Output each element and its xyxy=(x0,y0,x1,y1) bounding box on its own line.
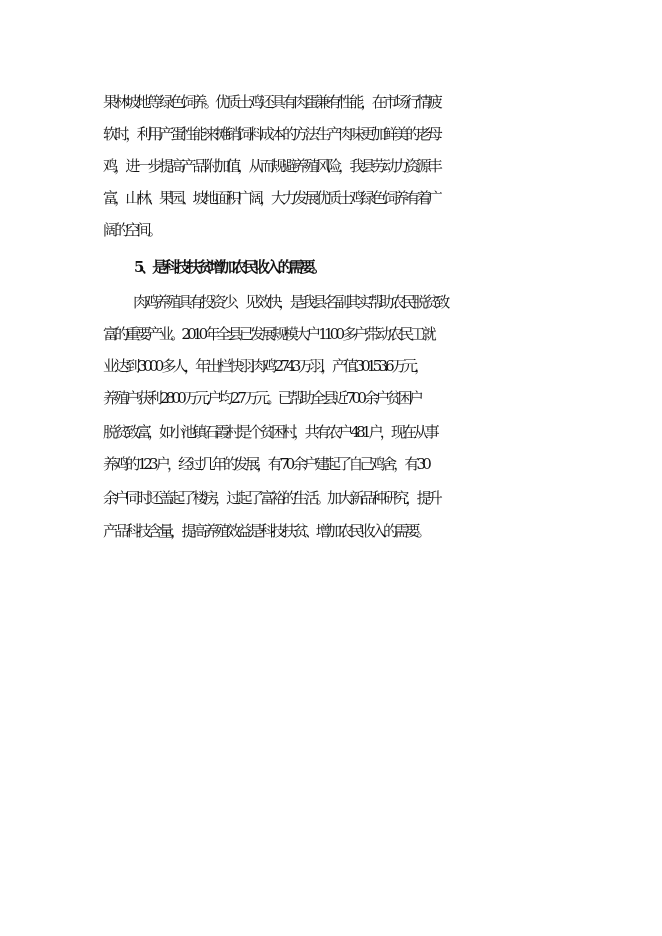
paragraph-1-line-3: 鸡，进一步提高产品附加值，从而规避养殖风险，我县劳动力资源丰 xyxy=(103,157,440,175)
paragraph-2-line-1: 肉鸡养殖具有投资少、见效快，是我县名副其实帮助农民脱贫致 xyxy=(133,293,447,311)
paragraph-2-line-6: 养鸡的 123 户，经过几年的发展，有 70 余户建起了自己鸡舍，有 30 xyxy=(103,455,429,473)
paragraph-1-line-1: 果林坡地等绿色饲养。优质土鸡还具有肉蛋兼有性能，在市场行情疲 xyxy=(103,93,440,111)
paragraph-2-line-7: 余户同时还盖起了楼房，过起了富裕的生活。加大新品种研究，提升 xyxy=(103,489,440,507)
paragraph-2-line-5: 脱贫致富，如小池镇石霞村是个贫困村，共有农户 481 户，现在从事 xyxy=(103,423,436,441)
paragraph-2-line-8: 产品科技含量，提高养殖效益是科技扶贫、增加农民收入的需要。 xyxy=(103,522,428,540)
paragraph-1-line-5: 阔的空间。 xyxy=(103,221,160,239)
paragraph-2-line-4: 养殖户获利 2800 万元,户均 2.7 万元。已帮助全县近 700 余户贫困户 xyxy=(103,389,421,407)
section-heading: 5、是科技扶贫增加农民收入的需要。 xyxy=(134,258,324,276)
paragraph-1-line-2: 软时，利用产蛋性能来摊销饲料成本的方法生产肉味更加鲜美的老母 xyxy=(103,125,440,143)
paragraph-2-line-3: 业达到 3000 多人，年出栏快羽肉鸡 2743 万羽，产值 30153.6 万元， xyxy=(103,357,426,375)
paragraph-1-line-4: 富，山林、果园、坡地面积广阔，大力发展优质土鸡绿色饲养有着广 xyxy=(103,189,440,207)
paragraph-2-line-2: 富的重要产业。2010 年全县已发展规模大户 1100 多户,带动农民工就 xyxy=(103,325,433,343)
